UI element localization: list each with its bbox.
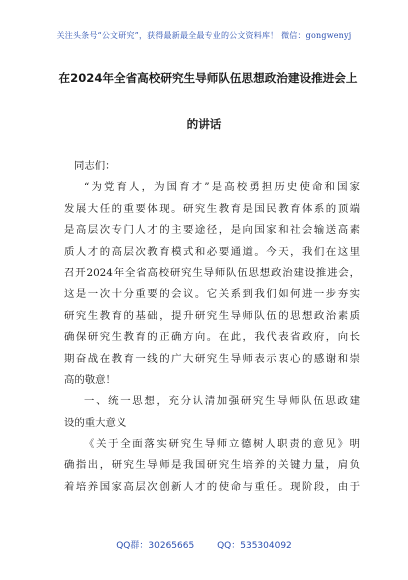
body-line: 召开2024年全省高校研究生导师队伍思想政治建设推进会， xyxy=(64,266,360,279)
body-line: 期奋战在教育一线的广大研究生导师表示衷心的感谢和崇 xyxy=(64,352,360,365)
body-line: 这是一次十分重要的会议。它关系到我们如何进一步夯实 xyxy=(64,288,360,301)
salutation: 同志们： xyxy=(74,160,116,172)
body-line: 发展大任的重要体现。研究生教育是国民教育体系的顶端 xyxy=(64,202,360,215)
section-heading-continuation: 设的重大意义 xyxy=(64,416,127,429)
footer xyxy=(0,538,408,551)
top-banner: 关注头条号“公文研究”，获得最新最全最专业的公文资料库！ 微信：gongwenyj xyxy=(56,31,352,40)
footer-qq-group: QQ群：30265665 xyxy=(116,541,195,551)
body-line: 确指出，研究生导师是我国研究生培养的关键力量，肩负 xyxy=(64,459,360,472)
document-title: 在2024年全省高校研究生导师队伍思想政治建设推进会上 xyxy=(58,71,358,85)
body-line: 着培养国家高层次创新人才的使命与重任。现阶段，由于 xyxy=(64,480,360,493)
document-body xyxy=(64,156,360,498)
body-line: 质人才的高层次教育模式和必要通道。今天，我们在这里 xyxy=(64,245,360,258)
body-line: 是高层次专门人才的主要途径，是向国家和社会输送高素 xyxy=(64,224,360,237)
section-heading: 一、统一思想，充分认清加强研究生导师队伍思政建 xyxy=(84,395,360,408)
body-line: 高的敬意！ xyxy=(64,373,116,386)
document-title-continuation: 的讲话 xyxy=(186,117,222,131)
body-line: 研究生教育的基础，提升研究生导师队伍的思想政治素质 xyxy=(64,309,360,322)
footer-qq: QQ：535304092 xyxy=(217,541,292,551)
body-line: “为党育人，为国育才”是高校勇担历史使命和国家 xyxy=(84,181,360,194)
body-line: 确保研究生教育的正确方向。在此，我代表省政府，向长 xyxy=(64,331,360,344)
body-line: 《关于全面落实研究生导师立德树人职责的意见》明 xyxy=(84,438,360,451)
